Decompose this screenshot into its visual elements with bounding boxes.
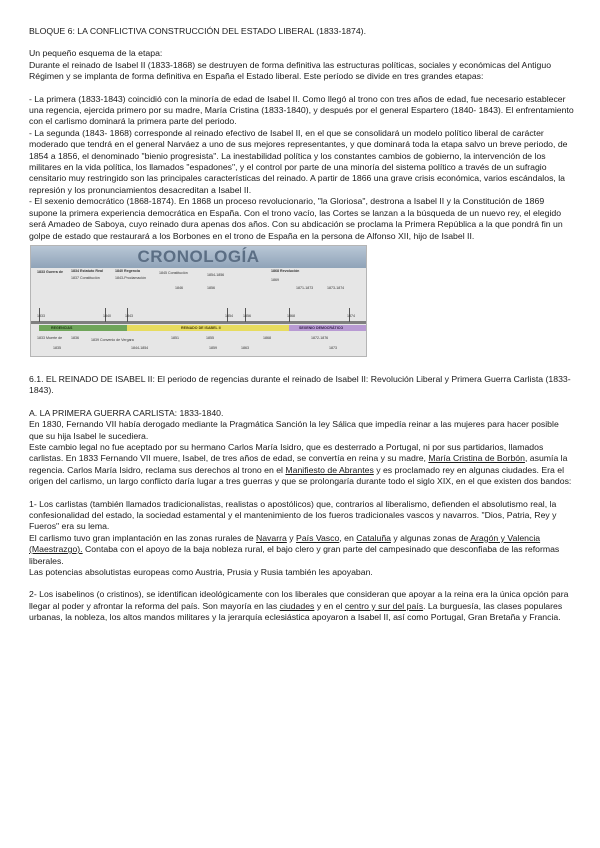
tl-top-label: 1871-1873 bbox=[296, 285, 314, 290]
tl-bottom-label: 1872-1876 bbox=[311, 335, 329, 340]
timeline-title: CRONOLOGÍA bbox=[137, 246, 260, 266]
tl-top-label: 1837 Constitución bbox=[71, 275, 100, 280]
band-reinado-label: REINADO DE ISABEL II bbox=[181, 325, 221, 330]
tl-year: 1840 bbox=[103, 313, 111, 318]
tl-year: 1833 bbox=[37, 313, 45, 318]
stage-first: - La primera (1833-1843) coincidió con la minoría de edad de Isabel II. Como llegó al trono con tres años de edad, fue necesario establecer una regencia, ejercida primero por su madre, María Cristina (1833-1840), y después por el general Espartero (1840- 1843). El enfrentamiento con el carlismo dominará la primera parte del periodo. bbox=[29, 93, 574, 127]
band-sexenio-label: SEXENIO DEMOCRÁTICO bbox=[299, 325, 344, 330]
document-page bbox=[29, 26, 574, 624]
intro-text: Durante el reinado de Isabel II (1833-1868) se destruyen de forma definitiva las estructuras políticas, sociales y económicas del Antiguo Régimen y se implanta de forma definitiva en España el Estado liberal. Este período se divide en tres grandes etapas: bbox=[29, 59, 552, 82]
tl-bottom-label: 1833 Muerte de bbox=[37, 335, 63, 340]
tl-year: 1843 bbox=[125, 313, 133, 318]
link-maria-cristina[interactable]: María Cristina de Borbón bbox=[428, 453, 525, 464]
link-centro-sur[interactable]: centro y sur del país bbox=[344, 600, 424, 611]
tl-bottom-label: 1844-1854 bbox=[131, 345, 149, 350]
tl-bottom-label: 1863 bbox=[241, 345, 249, 350]
tl-bottom-label: 1873 bbox=[329, 345, 337, 350]
stage-third: - El sexenio democrático (1868-1874). En 1868 un proceso revolucionario, "la Gloriosa", destrona a Isabel II y la Constitución de 1869 supone la primera experiencia democrática en España. Con el trono vacío, las Cortes se lanzan a la búsqueda de un nuevo rey, el elegido será Amadeo de Saboya, cuyo reinado dura apenas dos años. Con su abdicación se proclama la Primera República a la que pondrá fin un golpe de estado que restaurará a los Borbones en el trono de España en la persona de Alfonso XII, hijo de Isabel II. bbox=[29, 196, 563, 241]
p2-text-a: Este cambio legal no fue aceptado por su hermano Carlos María Isidro, que es desterrado a Portugal, ni por sus partidarios, llamados carlistas. En 1833 Fernando VII muere, Isabel, de tres años de edad, se convertía en reina y su madre, bbox=[29, 441, 544, 464]
tl-year: 1856 bbox=[243, 313, 251, 318]
tl-top-label: 1840 Regencia bbox=[115, 268, 140, 273]
tl-bottom-label: 1836 bbox=[71, 335, 79, 340]
b1-text-d: , en bbox=[339, 532, 357, 543]
p2-text-b: , asumía la regencia. Carlos María Isidro, reclama sus derechos al trono en el bbox=[29, 453, 568, 475]
paragraph-pragmatica: En 1830, Fernando VII había derogado mediante la Pragmática Sanción la ley Sálica que impedía reinar a las mujeres para hacer posible que su hija Isabel le sucediera. bbox=[29, 419, 559, 441]
link-pais-vasco[interactable]: País Vasco bbox=[296, 532, 340, 543]
tl-year: 1874 bbox=[347, 313, 355, 318]
chronology-timeline bbox=[30, 245, 367, 357]
link-manifiesto-abrantes[interactable]: Manifiesto de Abrantes bbox=[285, 464, 374, 475]
carlismo-implantacion bbox=[29, 533, 574, 567]
tl-bottom-label: 1868 bbox=[263, 335, 271, 340]
tl-top-label: 1873-1874 bbox=[327, 285, 345, 290]
bando-carlistas: 1- Los carlistas (también llamados tradicionalistas, realistas o apostólicos) que, contrarios al liberalismo, defienden el absolutismo real, la confesionalidad del estado, la sociedad estamental y el mantenimiento de los fueros tradicionales vascos y navarros. "Dios, Patria, Rey y Fueros" era su lema. bbox=[29, 498, 557, 532]
tl-year: 1854 bbox=[225, 313, 233, 318]
link-navarra[interactable]: Navarra bbox=[255, 532, 287, 543]
tl-top-label: 1833 Guerra de bbox=[37, 269, 63, 274]
link-ciudades[interactable]: ciudades bbox=[279, 600, 315, 611]
section-heading: 6.1. EL REINADO DE ISABEL II: El periodo de regencias durante el reinado de Isabel II: Revolución Liberal y Primera Guerra Carlista (1833-1843). bbox=[29, 373, 571, 396]
tl-bottom-label: 1851 bbox=[171, 335, 179, 340]
timeline-body bbox=[31, 268, 366, 356]
b1-text-b: El carlismo tuvo gran implantación en las zonas rurales de bbox=[29, 532, 256, 543]
tl-year: 1868 bbox=[287, 313, 295, 318]
paragraph-carlos bbox=[29, 442, 574, 488]
link-aragon-valencia[interactable]: Aragón y Valencia (Maestrazgo). bbox=[29, 532, 541, 555]
tl-top-label: 1854-1856 bbox=[207, 272, 225, 277]
tl-bottom-label: 1835 bbox=[53, 345, 61, 350]
tl-bottom-label: 1839 Convenio de Vergara bbox=[91, 337, 134, 342]
b2-text-c: . La burguesía, las clases populares urbanas, la nobleza, los altos mandos militares y la jerarquía eclesiástica apoyaron a Isabel II, así como Portugal, Gran Bretaña y Francia. bbox=[29, 600, 563, 623]
link-cataluna[interactable]: Cataluña bbox=[356, 532, 392, 543]
sub-heading: A. LA PRIMERA GUERRA CARLISTA: 1833-1840. bbox=[29, 407, 224, 418]
bando-isabelinos bbox=[29, 589, 574, 623]
intro-heading: Un pequeño esquema de la etapa: bbox=[29, 48, 163, 59]
b2-text-b: y en el bbox=[314, 600, 345, 611]
document-title: BLOQUE 6: LA CONFLICTIVA CONSTRUCCIÓN DEL ESTADO LIBERAL (1833-1874). bbox=[29, 26, 366, 36]
tl-top-label: 1846 bbox=[175, 285, 183, 290]
band-regencias-label: REGENCIAS bbox=[51, 325, 73, 330]
b1-text-f: Contaba con el apoyo de la baja nobleza rural, el bajo clero y gran parte del campesinado que desconfiaba de las reformas liberales. bbox=[29, 544, 560, 566]
b1-text-e: y algunas zonas de bbox=[391, 532, 471, 543]
tl-top-label: 1868 Revolución bbox=[271, 268, 300, 273]
tl-bottom-label: 1859 bbox=[209, 345, 217, 350]
tl-top-label: 1843-Proclamación bbox=[115, 275, 146, 280]
tl-top-label: 1834 Estatuto Real bbox=[71, 268, 103, 273]
p2-text-c: y es proclamado rey en algunas ciudades. Era el origen del carlismo, un largo conflicto daría lugar a tres guerras y que se prolongaría durante todo el siglo XIX, en el que existen dos bandos: bbox=[29, 464, 572, 487]
b2-text-a: 2- Los isabelinos (o cristinos), se identifican ideológicamente con los liberales que consideran que apoyar a la reina era la única opción para llegar al poder y afrontar la reforma del país. Son mayoría en las bbox=[29, 589, 569, 611]
b1-text-c: y bbox=[286, 532, 297, 543]
stage-second: - La segunda (1843- 1868) corresponde al reinado efectivo de Isabel II, en el que se consolidará un modelo político liberal de carácter moderado que tendrá en el general Narváez a uno de sus mejores representantes, y que dominará toda la etapa salvo un breve periodo, de 1854 a 1856, el denominado "bienio progresista". La inestabilidad política y los constantes cambios de gobierno, la intervención de los militares en la vida política, los llamados "espadones", y el control por parte de una minoría del sistema político a través de un sufragio censitario muy restringido son las principales características del reinado. A partir de 1866 una grave crisis económica, varios escándalos, la represión y los pronunciamientos desacreditan a Isabel II. bbox=[29, 127, 568, 195]
tl-top-label: 1869 bbox=[271, 277, 279, 282]
tl-top-label: 1845 Constitución bbox=[159, 270, 188, 275]
potencias-absolutistas: Las potencias absolutistas europeas como Austria, Prusia y Rusia también les apoyaban. bbox=[29, 567, 373, 577]
timeline-axis bbox=[31, 321, 366, 324]
tl-bottom-label: 1855 bbox=[206, 335, 214, 340]
tl-top-label: 1856 bbox=[207, 285, 215, 290]
